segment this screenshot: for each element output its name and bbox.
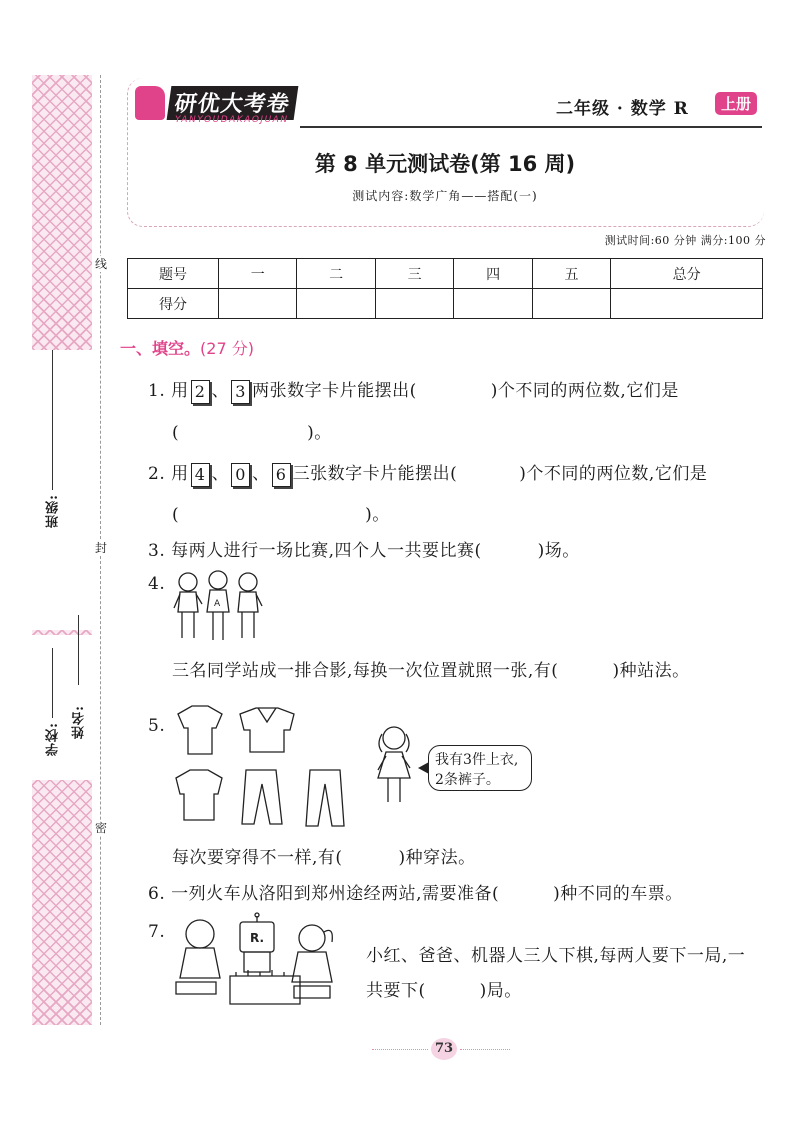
fist-icon bbox=[135, 86, 165, 120]
page-rule-right bbox=[460, 1049, 510, 1050]
q5-text-end: )种穿法。 bbox=[398, 848, 476, 868]
table-cell: 一 bbox=[219, 259, 297, 289]
score-input-cell[interactable] bbox=[297, 289, 375, 319]
score-input-cell[interactable] bbox=[611, 289, 763, 319]
table-cell: 总分 bbox=[611, 259, 763, 289]
q2-text: 三张数字卡片能摆出( bbox=[292, 464, 458, 484]
test-meta: 测试时间:60 分钟 满分:100 分 bbox=[604, 234, 766, 247]
robot-letter: R. bbox=[250, 931, 265, 945]
q1-pre: 用 bbox=[171, 381, 189, 401]
question-7-line2 bbox=[366, 976, 522, 1001]
table-cell: 五 bbox=[532, 259, 610, 289]
q6-text-end: )种不同的车票。 bbox=[553, 884, 683, 904]
paren-close: )。 bbox=[307, 423, 332, 443]
binding-seal-char: 封 bbox=[95, 541, 108, 555]
score-input-cell[interactable] bbox=[375, 289, 453, 319]
grade-label: 二年级 · 数学 R bbox=[556, 99, 689, 119]
svg-text:A: A bbox=[214, 599, 221, 609]
brand-logo bbox=[135, 84, 305, 126]
digit-card: 3 bbox=[231, 380, 250, 404]
question-1-line1 bbox=[148, 376, 679, 404]
binding-strip-bottom bbox=[32, 780, 92, 1025]
bubble-line-1: 我有3件上衣, bbox=[435, 752, 519, 768]
binding-line-char: 线 bbox=[95, 257, 108, 271]
section-title: 一、填空。 bbox=[120, 339, 201, 358]
chess-game-illustration bbox=[170, 912, 340, 1016]
table-cell: 得分 bbox=[128, 289, 219, 319]
question-2-line1 bbox=[148, 459, 707, 487]
paren-close: )。 bbox=[365, 505, 390, 525]
score-input-cell[interactable] bbox=[454, 289, 532, 319]
question-4 bbox=[172, 656, 690, 681]
score-header-row bbox=[128, 259, 763, 289]
q2-text-end: )个不同的两位数,它们是 bbox=[519, 464, 708, 484]
question-6 bbox=[148, 879, 683, 904]
q1-sep: 、 bbox=[211, 381, 230, 401]
logo-subtitle: YANYOUDAKAOJUAN bbox=[175, 115, 289, 125]
name-underline[interactable] bbox=[78, 615, 79, 685]
clothes-illustration bbox=[170, 700, 360, 828]
question-5 bbox=[172, 843, 476, 868]
bubble-line-2: 2条裤子。 bbox=[435, 772, 500, 788]
class-field bbox=[32, 350, 92, 630]
q2-sep: 、 bbox=[252, 464, 270, 484]
score-input-cell[interactable] bbox=[532, 289, 610, 319]
logo-text: 研优大考卷 bbox=[167, 86, 299, 120]
q4-text-end: )种站法。 bbox=[612, 661, 690, 681]
table-cell: 题号 bbox=[128, 259, 219, 289]
page-number: 73 bbox=[431, 1038, 457, 1060]
page-title: 第 8 单元测试卷(第 16 周) bbox=[314, 152, 576, 176]
class-underline[interactable] bbox=[52, 350, 53, 490]
girl-illustration bbox=[372, 722, 416, 806]
q2-pre: 用 bbox=[171, 464, 189, 484]
q7-number: 7. bbox=[148, 922, 166, 942]
school-label: 学校: bbox=[46, 722, 61, 756]
q1-text-end: )个不同的两位数,它们是 bbox=[490, 381, 679, 401]
page-subtitle: 测试内容:数学广角——搭配(一) bbox=[352, 189, 538, 203]
q2-sep: 、 bbox=[211, 464, 230, 484]
q3-text: 3. 每两人进行一场比赛,四个人一共要比赛( bbox=[148, 541, 482, 561]
school-underline[interactable] bbox=[52, 648, 53, 718]
q6-text: 6. 一列火车从洛阳到郑州途经两站,需要准备( bbox=[148, 884, 500, 904]
score-table bbox=[127, 258, 763, 319]
digit-card: 0 bbox=[231, 463, 250, 487]
speech-bubble bbox=[428, 745, 532, 791]
q2-number: 2. bbox=[148, 464, 166, 484]
score-value-row bbox=[128, 289, 763, 319]
question-2-line2 bbox=[172, 500, 390, 525]
q1-number: 1. bbox=[148, 381, 166, 401]
q5-text: 每次要穿得不一样,有( bbox=[172, 848, 343, 868]
digit-card: 2 bbox=[191, 380, 210, 404]
name-label: 姓名: bbox=[72, 705, 87, 739]
q4-text: 三名同学站成一排合影,每换一次位置就照一张,有( bbox=[172, 661, 559, 681]
q1-text: 两张数字卡片能摆出( bbox=[252, 381, 417, 401]
question-7-line1: 小红、爸爸、机器人三人下棋,每两人要下一局,一 bbox=[366, 946, 746, 966]
table-cell: 二 bbox=[297, 259, 375, 289]
section-heading bbox=[120, 336, 254, 359]
three-children-illustration bbox=[170, 568, 266, 644]
page-rule-left bbox=[372, 1049, 428, 1050]
question-1-line2 bbox=[172, 418, 332, 443]
table-cell: 四 bbox=[454, 259, 532, 289]
q5-number: 5. bbox=[148, 716, 166, 736]
binding-dense-char: 密 bbox=[95, 821, 108, 835]
edition-badge: 上册 bbox=[715, 92, 757, 115]
class-label: 班级: bbox=[46, 494, 61, 528]
header-rule bbox=[300, 126, 762, 128]
digit-card: 6 bbox=[272, 463, 291, 487]
score-input-cell[interactable] bbox=[219, 289, 297, 319]
q7-text: 共要下( bbox=[366, 981, 426, 1001]
q7-text-end: )局。 bbox=[479, 981, 522, 1001]
digit-card: 4 bbox=[191, 463, 210, 487]
section-points: (27 分) bbox=[200, 339, 254, 358]
q4-number: 4. bbox=[148, 574, 166, 594]
paren-open: ( bbox=[172, 423, 180, 443]
paren-open: ( bbox=[172, 505, 180, 525]
question-3 bbox=[148, 536, 580, 561]
q3-text-end: )场。 bbox=[537, 541, 580, 561]
table-cell: 三 bbox=[375, 259, 453, 289]
